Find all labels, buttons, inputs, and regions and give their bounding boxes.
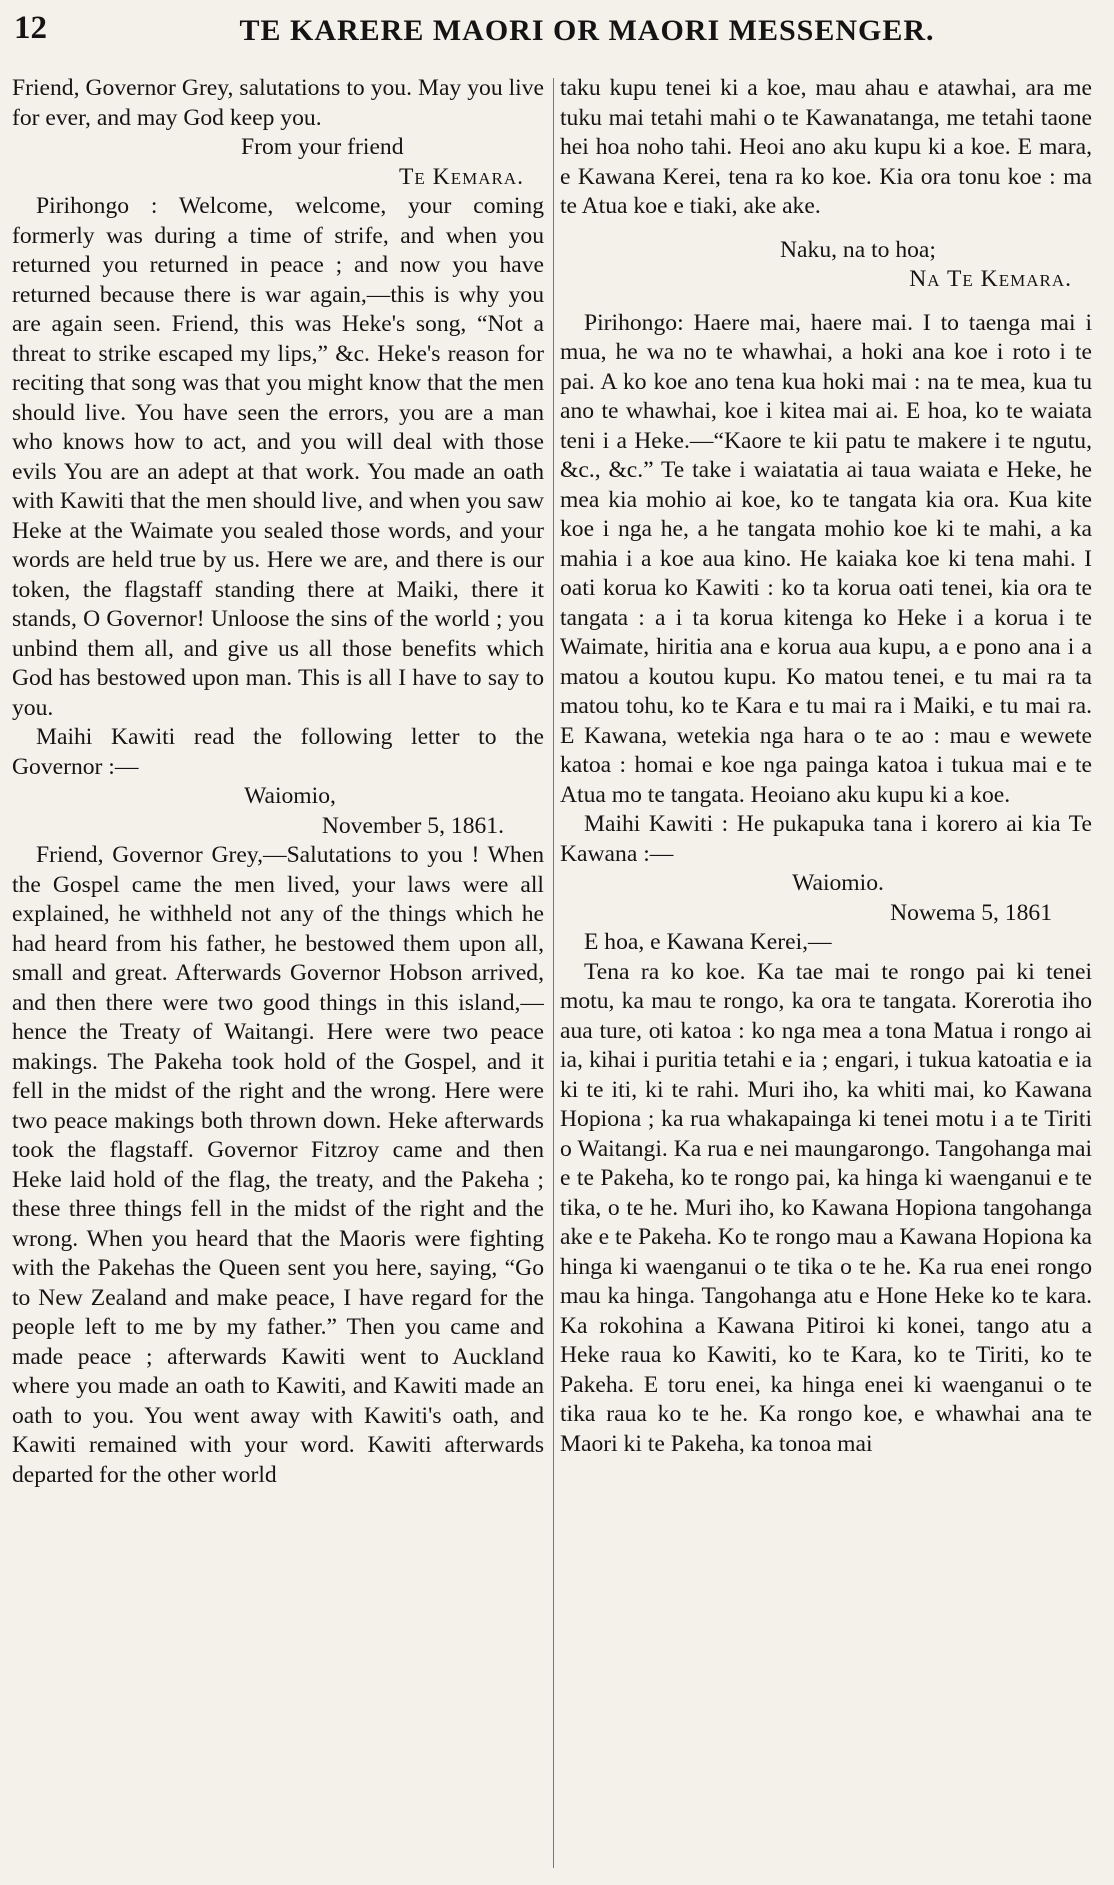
left-signature-line-1: From your friend (241, 134, 404, 160)
column-divider (553, 78, 554, 1868)
maori-column (560, 74, 1092, 1874)
page-header (14, 6, 1100, 60)
left-letter-date: November 5, 1861. (321, 812, 504, 839)
right-signature-name: Na Te Kemara. (909, 266, 1072, 292)
left-letter-place: Waiomio, (244, 783, 336, 809)
english-column (12, 74, 544, 1874)
right-letter-place: Waiomio. (792, 870, 884, 896)
left-paragraph-1: Friend, Governor Grey, salutations to you. May you live for ever, and may God keep you. (12, 75, 544, 131)
right-paragraph-4: Tena ra ko koe. Ka tae mai te rongo pai ki tenei motu, ka mau te rongo, ka ora te tangata. Korerotia iho aua ture, oti katoa : ko nga mea a tona Matua i rongo ai ia, kihai i puritia tetahi e ia ; engari, i tukua katoatia e ia ki te iti, ki te rahi. Muri iho, ka whiti mai, ko Kawana Hopiona ; ka rua whakapainga ki tenei motu i a te Tiriti o Waitangi. Ka rua e nei maungarongo. Tangohanga mai e te Pakeha, ko te rongo pai, ka hinga ki waenganui e te tika, o te he. Muri iho, ko Kawana Hopiona tangohanga ake e te Pakeha. Ko te rongo mau a Kawana Hopiona ka hinga ki waenganui o te tika o te he. Ka rua enei rongo mau ka hinga. Tangohanga atu e Hone Heke ko te kara. Ka rokohina a Kawana Pitiroi ki konei, tango atu a Heke raua ko Kawiti, ko te Kara, ko te Tiriti, ko te Pakeha. E toru enei, ka hinga enei ki waenganui o te tika raua ko te he. Ka rongo koe, e whawhai ana te Maori ki te Pakeha, ka tonoa mai (560, 958, 1092, 1457)
right-letter-date: Nowema 5, 1861 (890, 899, 1052, 926)
right-paragraph-1: taku kupu tenei ki a koe, mau ahau e atawhai, ara me tuku mai tetahi mahi o te Kawanatanga, me tetahi taone hei hoa noho tahi. Heoi ano aku kupu ki a koe. E mara, e Kawana Kerei, tena ra ko koe. Kia ora tonu koe : ma te Atua koe e tiaki, ake ake. (560, 75, 1092, 219)
left-paragraph-3: Maihi Kawiti read the following letter to the Governor :— (12, 724, 544, 780)
page-number: 12 (14, 10, 47, 46)
right-paragraph-2: Pirihongo: Haere mai, haere mai. I to taenga mai i mua, he wa no te whawhai, a hoki ana koe i roto i te pai. A ko koe ano tena kua hoki mai : na te mea, kua tu ano te whawhai, koe i kitea mai ai. E hoa, ko te waiata teni i a Heke.—“Kaore te kii patu te makere i te ngutu, &c., &c.” Te take i waiatatia ai taua waiata e Heke, he mea kia mohio ai koe, ko te tangata kia ora. Kua kite koe i nga he, a he tangata mohio koe ki te mahi, a ka mahia i a koe aua kino. He kaiaka koe ki tena mahi. I oati korua ko Kawiti : ko ta korua oati tenei, kia ora te tangata : a i ta korua kitenga ko Heke i a korua i te Waimate, hiritia ana e korua aua kupu, a e pono ana i a matou a koutou kupu. Ko matou tenei, e tu mai ra ta matou tohu, ko te Kara e tu mai ra i Maiki, e tu mai ra. E Kawana, wetekia nga hara o te ao : mau e wewete katoa : homai e koe nga painga katoa i tukua mai e te Atua mo te tangata. Heoiano aku kupu ki a koe. (560, 309, 1092, 808)
left-paragraph-2: Pirihongo : Welcome, welcome, your coming formerly was during a time of strife, and when you returned you returned in peace ; and now you have returned because there is war again,—this is why you are again seen. Friend, this was Heke's song, “Not a threat to strike escaped my lips,” &c. Heke's reason for reciting that song was that you might know that the men should live. You have seen the errors, you are a man who knows how to act, and you will deal with those evils You are an adept at that work. You made an oath with Kawiti that the men should live, and when you saw Heke at the Waimate you sealed those words, and your words are held true by us. Here we are, and there is our token, the flagstaff standing there at Maiki, there it stands, O Governor! Unloose the sins of the world ; you unbind them all, and give us all those benefits which God has bestowed upon man. This is all I have to say to you. (12, 193, 544, 721)
right-signature-line-1: Naku, na to hoa; (780, 236, 936, 263)
left-paragraph-4: Friend, Governor Grey,—Salutations to you ! When the Gospel came the men lived, your laws were all explained, he withheld not any of the things which he had heard from his father, he bestowed them upon all, small and great. Afterwards Governor Hobson arrived, and then there were two good things in this island,—hence the Treaty of Waitangi. Here were two peace makings. The Pakeha took hold of the Gospel, and it fell in the midst of the right and the wrong. Here were two peace makings both thrown down. Heke afterwards took the flagstaff. Governor Fitzroy came and then Heke laid hold of the flag, the treaty, and the Pakeha ; these three things fell in the midst of the right and the wrong. When you heard that the Maoris were fighting with the Pakehas the Queen sent you here, saying, “Go to New Zealand and make peace, I have regard for the people left to me by my father.” Then you came and made peace ; afterwards Kawiti went to Auckland where you made an oath to Kawiti, and Kawiti made an oath to you. You went away with Kawiti's oath, and Kawiti remained with your word. Kawiti afterwards departed for the other world (12, 842, 544, 1488)
right-paragraph-3: Maihi Kawiti : He pukapuka tana i korero ai kia Te Kawana :— (560, 811, 1092, 867)
left-signature-name: Te Kemara. (398, 163, 524, 190)
right-letter-salutation: E hoa, e Kawana Kerei,— (584, 929, 832, 955)
running-title: TE KARERE MAORI OR MAORI MESSENGER. (239, 14, 935, 47)
